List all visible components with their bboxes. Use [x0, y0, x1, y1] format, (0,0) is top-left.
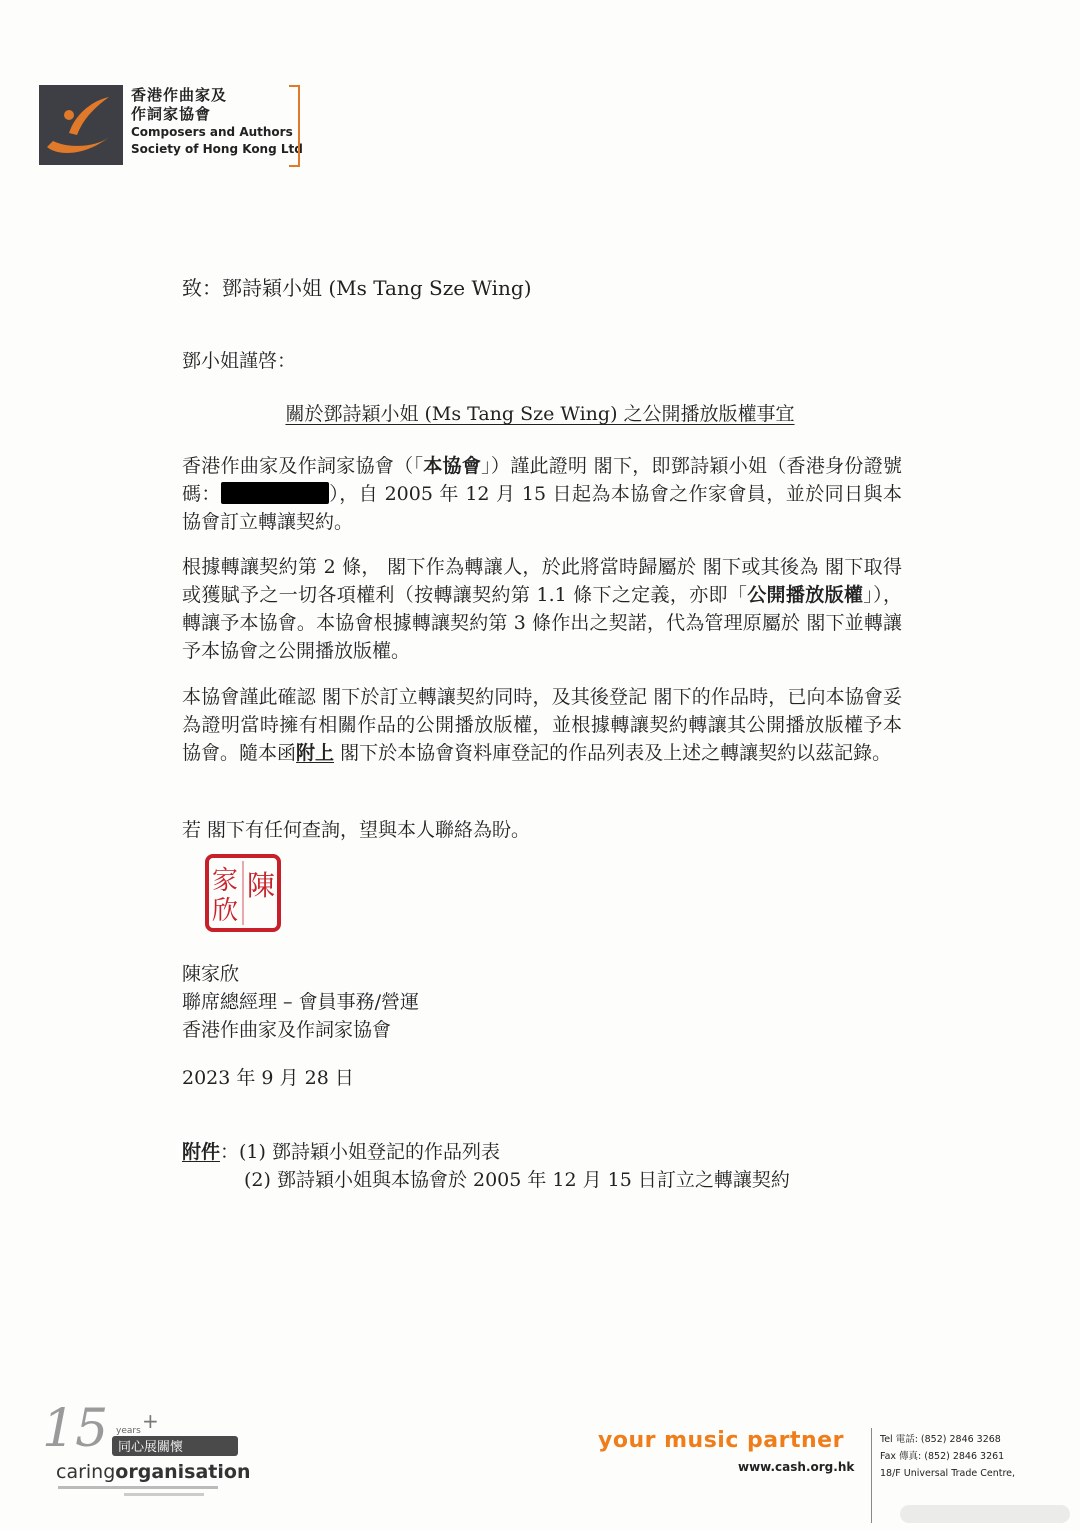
signer-title: 聯席總經理 – 會員事務/營運: [182, 991, 419, 1013]
p2-text-a: 根據轉讓契約第 2 條， 閣下作為轉讓人，於此將當時歸屬於 閣下或其後為 閣下取得或獲賦予之一切各項權利（按轉讓契約第 1.1 條下之定義，亦即「: [182, 556, 902, 606]
org-name-zh-2: 作詞家協會: [131, 105, 212, 123]
p2-text-b: 公開播放版權: [747, 584, 864, 606]
badge-years: years: [116, 1426, 141, 1436]
p2-text-c: 」），轉讓予本協會。本協會根據轉讓契約第 3 條作出之契諾，代為管理原屬於 閣下並轉讓予本協會之公開播放版權。: [182, 584, 902, 662]
p3-text-a: 本協會謹此確認 閣下於訂立轉讓契約同時，及其後登記 閣下的作品時，已向本協會妥為證明當時擁有相關作品的公開播放版權，並根據轉讓契約轉讓其公開播放版權予本協會。隨本函: [182, 686, 902, 764]
svg-text:15: 15: [42, 1399, 109, 1459]
recipient: 致：鄧詩穎小姐 (Ms Tang Sze Wing): [182, 276, 532, 300]
p3-text-c: 閣下於本協會資料庫登記的作品列表及上述之轉讓契約以茲記錄。: [334, 742, 892, 764]
letter-date: 2023 年 9 月 28 日: [182, 1067, 354, 1089]
contact-info: [880, 1431, 1015, 1482]
attach-item-2: (2) 鄧詩穎小姐與本協會於 2005 年 12 月 15 日訂立之轉讓契約: [244, 1169, 790, 1191]
p1-text-b: 本協會: [423, 455, 482, 477]
attachments: [182, 1138, 790, 1194]
seal-stamp-icon: [204, 853, 282, 933]
caring-text: caring: [56, 1461, 116, 1483]
caring-organisation-badge: [34, 1398, 249, 1506]
seal-char-3: 欣: [211, 896, 239, 926]
signature-block: [182, 960, 419, 1044]
attach-item-1: ：(1) 鄧詩穎小姐登記的作品列表: [220, 1141, 500, 1163]
tagline: your music partner: [598, 1428, 844, 1453]
tel-line: Tel 電話: (852) 2846 3268: [880, 1434, 1001, 1445]
p1-text-a: 香港作曲家及作詞家協會（「: [182, 455, 424, 477]
subject-line: 關於鄧詩穎小姐 (Ms Tang Sze Wing) 之公開播放版權事宜: [285, 403, 795, 425]
paragraph-3: [182, 683, 902, 767]
seal-char-2: 家: [211, 866, 239, 896]
attach-label: 附件: [182, 1141, 221, 1163]
address-line: 18/F Universal Trade Centre,: [880, 1468, 1016, 1479]
logo-bracket: [289, 85, 300, 167]
org-name-en-1: Composers and Authors: [131, 125, 293, 139]
fax-line: Fax 傳真: (852) 2846 3261: [880, 1451, 1005, 1462]
paragraph-1: [182, 452, 902, 536]
footer-divider: [871, 1428, 872, 1523]
p3-text-b: 附上: [296, 742, 335, 764]
badge-zh: 同心展關懷: [118, 1440, 184, 1455]
signer-name: 陳家欣: [182, 963, 240, 985]
org-name: [131, 86, 303, 158]
seal-char-1: 陳: [246, 869, 276, 902]
paragraph-2: [182, 553, 902, 665]
svg-text:+: +: [142, 1409, 159, 1433]
website-link[interactable]: www.cash.org.hk: [738, 1460, 855, 1474]
organisation-text: organisation: [115, 1461, 249, 1483]
watermark: [900, 1505, 1070, 1523]
org-name-en-2: Society of Hong Kong Ltd: [131, 142, 303, 156]
p1-text-c: 」）謹此證明 閣下，即鄧詩穎小姐（香港身份證號碼：: [182, 455, 902, 505]
paragraph-4: 若 閣下有任何查詢，望與本人聯絡為盼。: [182, 819, 531, 841]
p1-text-d: ），自 2005 年 12 月 15 日起為本協會之作家會員，並於同日與本協會訂立轉讓契約。: [182, 483, 902, 533]
svg-text:caringorganisation: [56, 1461, 249, 1483]
signer-org: 香港作曲家及作詞家協會: [182, 1019, 392, 1041]
org-name-zh-1: 香港作曲家及: [131, 86, 228, 104]
cash-logo-icon: [39, 85, 123, 165]
redaction-bar: [221, 482, 329, 504]
greeting: 鄧小姐謹啓：: [182, 350, 297, 372]
